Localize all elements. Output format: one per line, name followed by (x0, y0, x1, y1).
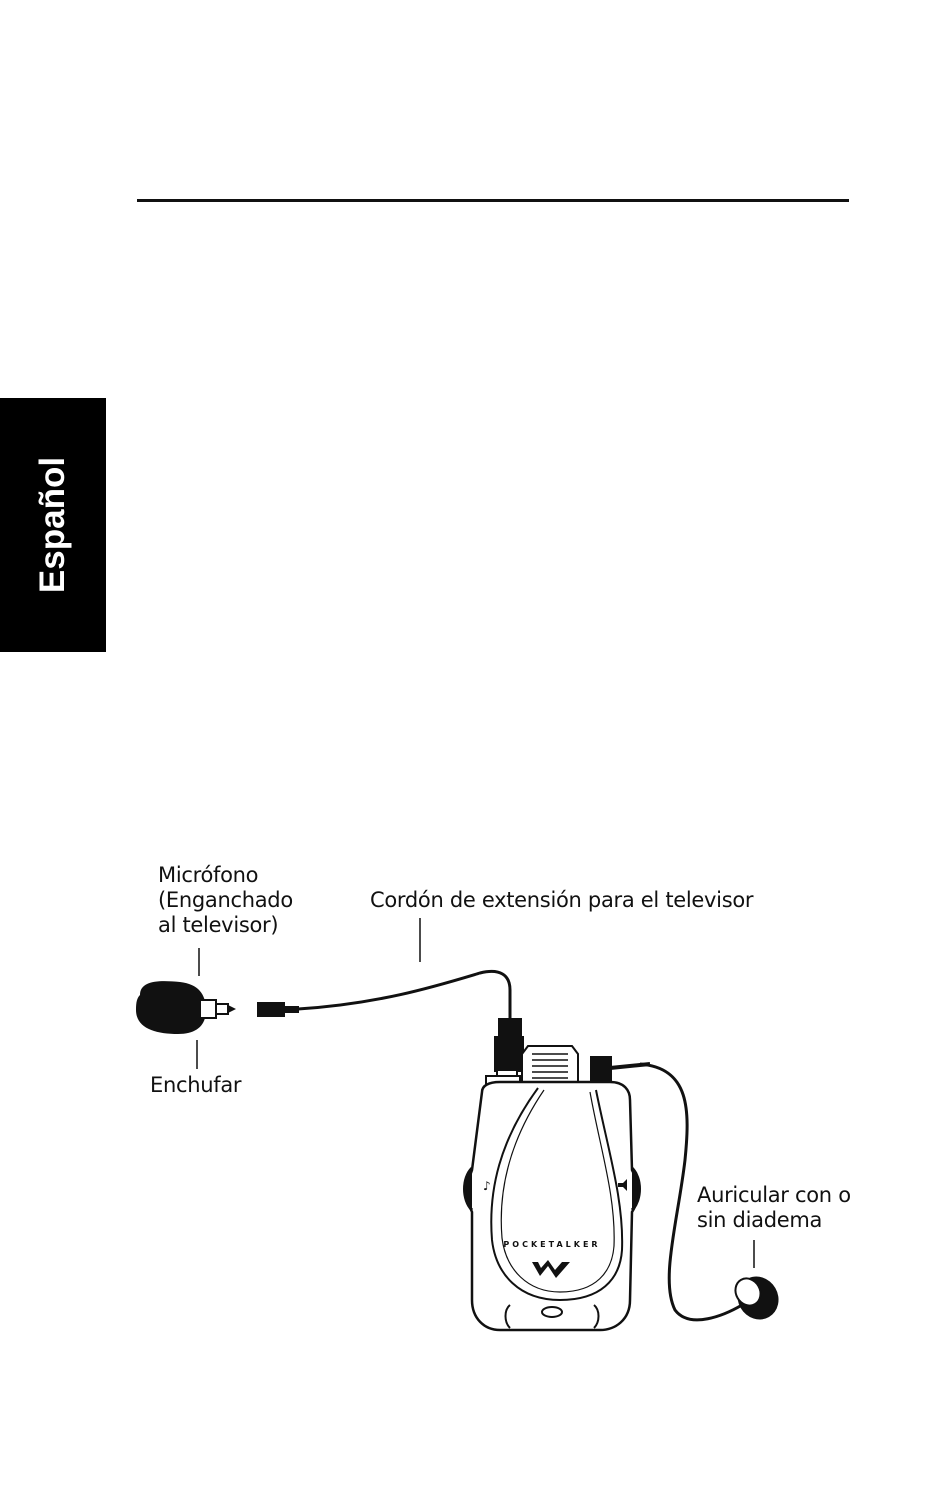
language-tab-label: Español (33, 456, 72, 594)
earphone-cord (640, 1064, 742, 1320)
extension-plug-icon (257, 1002, 285, 1017)
device-brand-text: POCKETALKER (503, 1240, 601, 1249)
microphone-icon (136, 981, 236, 1034)
earphone-icon (730, 1269, 787, 1327)
extension-cord-label: Cordón de extensión para el televisor (370, 888, 754, 912)
microphone-label-line3: al televisor) (158, 913, 279, 937)
microphone-label-line2: (Enganchado (158, 888, 293, 912)
plug-label: Enchufar (150, 1073, 242, 1097)
device-input-plug (494, 1018, 524, 1078)
microphone-label-line1: Micrófono (158, 863, 259, 887)
svg-text:♪: ♪ (483, 1179, 491, 1193)
extension-cord (298, 971, 510, 1020)
earphone-label-line2: sin diadema (697, 1208, 823, 1232)
belt-clip-icon (522, 1046, 578, 1086)
earphone-label-line1: Auricular con o (697, 1183, 851, 1207)
pocketalker-device (465, 1076, 640, 1330)
